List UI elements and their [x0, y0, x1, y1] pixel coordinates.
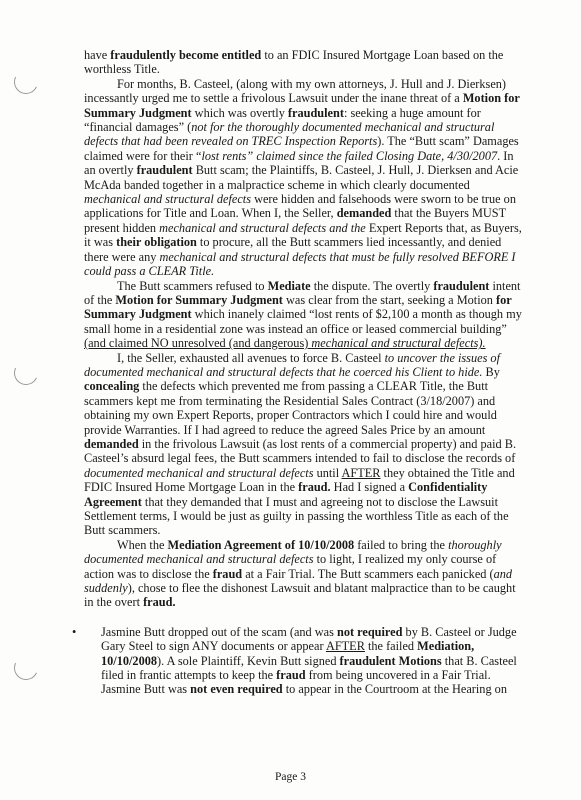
text-run: fraud — [276, 668, 306, 683]
text-run: to uncover the issues of documented mechanical and structural defects that he coerced his Client to hide. — [84, 350, 500, 379]
text-run: Mediation, 10/10/2008 — [101, 639, 475, 668]
document-body — [84, 48, 522, 697]
text-run: fraudulent — [136, 163, 193, 178]
text-run: fraud. — [298, 480, 331, 495]
text-run: not required — [336, 624, 403, 639]
text-run: fraudulent — [287, 105, 344, 120]
text-run: concealing — [84, 379, 140, 394]
text-run: mechanical and structural defects that must be fully resolved BEFORE I could pass a CLEAR Title. — [84, 249, 516, 279]
text-run: fraud. — [143, 595, 176, 610]
punch-hole-top — [11, 67, 42, 98]
paragraph: I, the Seller, exhausted all avenues to force B. Casteel to uncover the issues of documented mechanical and structural defects that he coerced his Client to hide. By concealing the defects which prevented me from passing a CLEAR Title, the Butt scammers kept me from terminating the Residential Sales Contract (3/18/2007) and obtaining my own Expert Reports, proper Contractors which I could hire and would provide Warranties. If I had agreed to reduce the agreed Sales Price by an amount demanded in the frivolous Lawsuit (as lost rents of a commercial property) and paid B. Casteel’s absurd legal fees, the Butt scammers intended to fail to disclose the records of documented mechanical and structural defects until AFTER they obtained the Title and FDIC Insured Home Mortgage Loan in the fraud. Had I signed a Confidentiality Agreement that they demanded that I must and agreeing not to disclose the Lawsuit Settlement terms, I would be just as guilty in passing the worthless Title as each of the Butt scammers. — [84, 350, 517, 538]
text-run: Mediate — [267, 278, 311, 293]
paragraph: For months, B. Casteel, (along with my own attorneys, J. Hull and J. Dierksen) incessantly urged me to settle a frivolous Lawsuit under the inane threat of a Motion for Summary Judgment which was overtly fraudulent: seeking a huge amount for “financial damages” (not for the thoroughly documented mechanical and structural defects that had been revealed on TREC Inspection Reports). The “Butt scam” Damages claimed were for their “lost rents” claimed since the failed Closing Date, 4/30/2007. In an overtly fraudulent Butt scam; the Plaintiffs, B. Casteel, J. Hull, J. Dierksen and Acie McAda banded together in a malpractice scheme in which clearly documented mechanical and structural defects were hidden and falsehoods were sworn to be true on applications for Title and Loan. When I, the Seller, demanded that the Buyers MUST present hidden mechanical and structural defects and the Expert Reports that, as Buyers, it was their obligation to procure, all the Butt scammers lied incessantly, and denied there were any mechanical and structural defects that must be fully resolved BEFORE I could pass a CLEAR Title. — [84, 76, 522, 279]
text-run: fraudulently become entitled — [110, 48, 262, 62]
text-run: Motion for Summary Judgment — [115, 292, 283, 307]
paragraph: The Butt scammers refused to Mediate the dispute. The overtly fraudulent intent of the Motion for Summary Judgment was clear from the start, seeking a Motion for Summary Judgment which inanely claimed “lost rents of $2,100 a month as though my small home in a residential zone was instead an office or leased commercial building” (and claimed NO unresolved (and dangerous) mechanical and structural defects). — [84, 278, 522, 351]
text-run: Mediation Agreement of 10/10/2008 — [167, 537, 355, 552]
text-run: mechanical and structural defects and the — [159, 220, 366, 235]
text-run: fraud — [212, 566, 243, 581]
paragraph: have fraudulently become entitled to an FDIC Insured Mortgage Loan based on the worthless Title. — [84, 48, 504, 77]
text-run: documented mechanical and structural defects — [84, 465, 314, 480]
bullet-item: • Jasmine Butt dropped out of the scam (and was not required by B. Casteel or Judge Gary Steel to sign ANY documents or appear AFTER the failed Mediation, 10/10/2008). A sole Plaintiff, Kevin Butt signed fraudulent Motions that B. Casteel filed in frantic attempts to keep the fraud from being uncovered in a Fair Trial. Jasmine Butt was not even required to appear in the Courtroom at the Hearing on — [84, 625, 522, 697]
punch-hole-middle — [11, 358, 42, 389]
text-run: fraudulent Motions — [339, 653, 442, 668]
page-number: Page 3 — [275, 771, 306, 783]
punch-hole-bottom — [11, 653, 42, 684]
paragraph: When the Mediation Agreement of 10/10/2008 failed to bring the thoroughly documented mechanical and structural defects to light, I realized my only course of action was to disclose the fraud at a Fair Trial. The Butt scammers each panicked (and suddenly), chose to flee the dishonest Lawsuit and blatant malpractice than to be caught in the overt fraud. — [84, 537, 516, 610]
text-run: for Summary Judgment — [84, 292, 512, 322]
text-run: AFTER — [325, 639, 365, 654]
text-run: and suddenly — [84, 566, 513, 596]
text-run: not for the thoroughly documented mechanical and structural defects that had been revealed on TREC Inspection Reports — [84, 120, 495, 149]
text-run: mechanical and structural defects). — [311, 336, 486, 351]
text-run: Motion for Summary Judgment — [84, 91, 520, 120]
text-run: Confidentiality Agreement — [84, 480, 488, 509]
text-run: demanded — [84, 436, 139, 451]
text-run: (and claimed NO unresolved (and dangerous) — [84, 336, 312, 351]
bullet-list — [84, 625, 522, 697]
text-run: lost rents” claimed since the failed Closing Date, 4/30/2007 — [201, 148, 498, 163]
text-run: demanded — [336, 206, 392, 221]
text-run: not even required — [190, 682, 283, 697]
text-run: their obligation — [116, 235, 197, 250]
text-run: thoroughly documented mechanical and structural defects — [84, 537, 502, 567]
text-run: mechanical and structural defects — [84, 192, 251, 207]
text-run: AFTER — [341, 465, 381, 480]
text-run: fraudulent — [433, 278, 490, 293]
